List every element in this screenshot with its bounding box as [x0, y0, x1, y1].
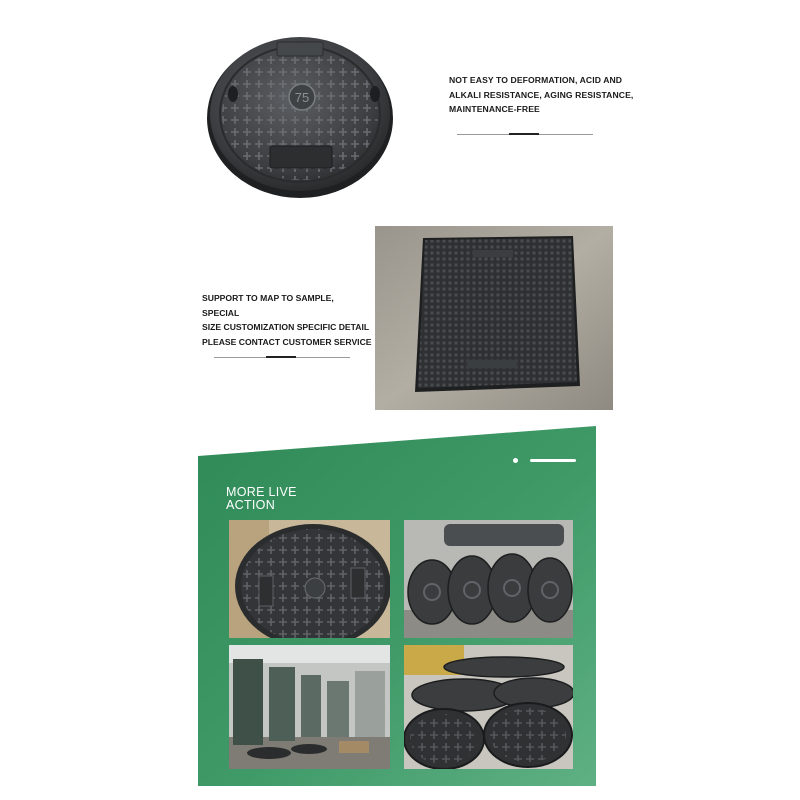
caption-line: SIZE CUSTOMIZATION SPECIFIC DETAIL	[202, 322, 370, 332]
divider-line	[457, 134, 593, 135]
caption-line: PLEASE CONTACT CUSTOMER SERVICE	[202, 336, 372, 347]
cover-mark-label: 75	[294, 90, 310, 105]
caption-line: SUPPORT TO MAP TO SAMPLE, SPECIAL	[202, 293, 334, 318]
round-manhole-cover-photo	[205, 30, 395, 200]
decor-dot	[513, 458, 518, 463]
caption-line: NOT EASY TO DEFORMATION, ACID AND	[449, 75, 623, 85]
caption-line: ALKALI RESISTANCE, AGING RESISTANCE,	[449, 89, 634, 100]
feature-2-caption	[202, 291, 372, 349]
factory-press-machines-photo	[229, 645, 390, 769]
feature-1-caption	[449, 73, 639, 117]
round-cover-closeup-photo	[229, 520, 390, 638]
caption-line: MAINTENANCE-FREE	[449, 104, 540, 114]
divider-line	[214, 357, 350, 358]
title-line: MORE LIVE	[226, 485, 297, 499]
round-covers-rows-photo	[404, 645, 573, 769]
square-manhole-cover-photo	[375, 226, 613, 410]
stacked-covers-warehouse-photo	[404, 520, 573, 638]
decor-bar	[530, 459, 576, 462]
live-action-title	[226, 486, 376, 511]
title-line: ACTION	[226, 497, 276, 512]
